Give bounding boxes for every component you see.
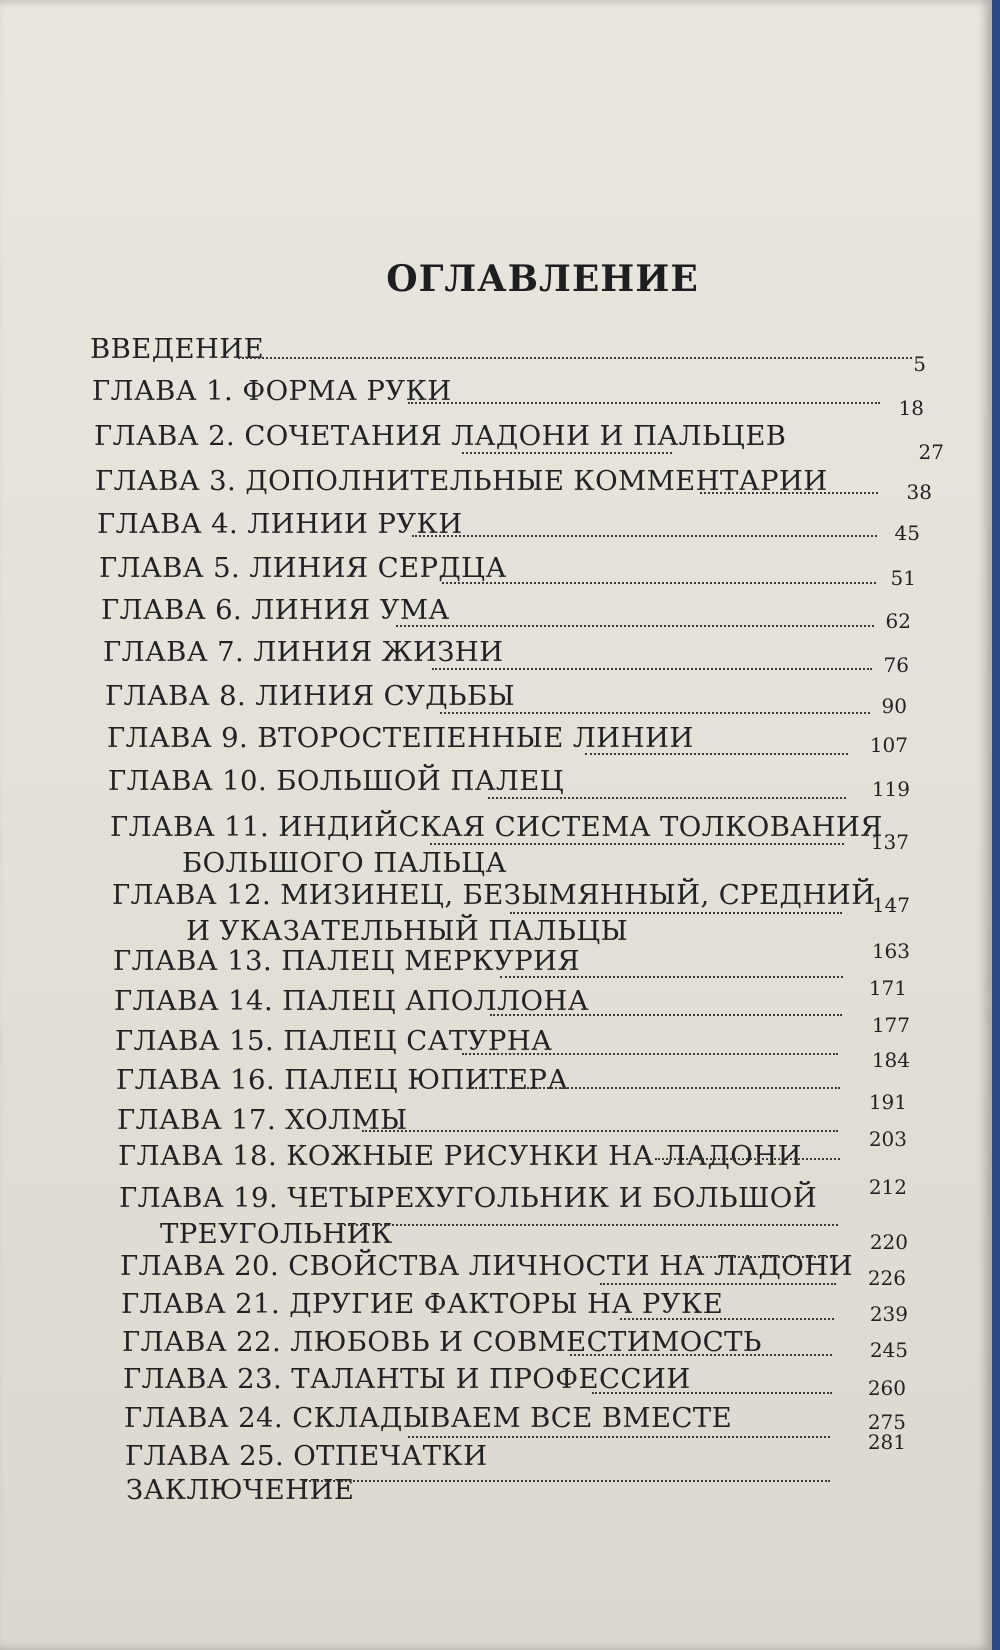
toc-entry-page-number: 191 [868,1090,907,1114]
toc-entry-label: ГЛАВА 4. ЛИНИИ РУКИ [97,508,463,540]
toc-entry-page-number: 51 [890,566,916,590]
toc-entry-page-number: 245 [869,1338,908,1362]
dot-leader [408,1436,830,1438]
dot-leader [440,712,870,714]
dot-leader [600,1283,836,1285]
dot-leader [570,1354,832,1356]
dot-leader [510,912,842,914]
toc-entry-page-number: 203 [868,1127,907,1151]
toc-entry-page-number: 184 [871,1048,910,1072]
toc-entry-page-number: 171 [868,976,907,1000]
toc-entry-label: ГЛАВА 14. ПАЛЕЦ АПОЛЛОНА [114,985,589,1017]
dot-leader [500,976,843,978]
toc-entry-label: ГЛАВА 16. ПАЛЕЦ ЮПИТЕРА [116,1064,569,1096]
toc-entry-label: ГЛАВА 22. ЛЮБОВЬ И СОВМЕСТИМОСТЬ [122,1326,762,1358]
toc-entry-label: ГЛАВА 13. ПАЛЕЦ МЕРКУРИЯ [113,945,580,977]
toc-entry-page-number: 27 [918,440,944,464]
toc-entry-label: ГЛАВА 6. ЛИНИЯ УМА [101,594,450,626]
toc-entry-label: ГЛАВА 11. ИНДИЙСКАЯ СИСТЕМА ТОЛКОВАНИЯ [110,811,883,843]
dot-leader [472,1087,840,1089]
toc-entry-page-number: 137 [870,830,909,854]
toc-entry-page-number: 226 [867,1266,906,1290]
toc-entry-label: ГЛАВА 5. ЛИНИЯ СЕРДЦА [99,552,507,584]
toc-entry-label: ГЛАВА 23. ТАЛАНТЫ И ПРОФЕССИИ [123,1363,691,1395]
toc-entry-label-continued: БОЛЬШОГО ПАЛЬЦА [182,847,507,879]
toc-entry-label: ГЛАВА 7. ЛИНИЯ ЖИЗНИ [103,636,504,668]
dot-leader [592,1392,832,1394]
dot-leader [462,452,672,454]
dot-leader [238,357,912,359]
toc-entry-label: ГЛАВА 25. ОТПЕЧАТКИ [125,1440,488,1472]
dot-leader [396,625,874,627]
toc-entry-page-number: 239 [869,1302,908,1326]
toc-entry-label: ГЛАВА 1. ФОРМА РУКИ [92,375,452,407]
toc-entry-label: ГЛАВА 18. КОЖНЫЕ РИСУНКИ НА ЛАДОНИ [118,1140,802,1172]
dot-leader [620,1318,834,1320]
dot-leader [432,668,872,670]
dot-leader [490,1014,842,1016]
dot-leader [362,1130,838,1132]
toc-entry-label: ГЛАВА 21. ДРУГИЕ ФАКТОРЫ НА РУКЕ [121,1288,724,1320]
dot-leader [655,1158,840,1160]
toc-entry-page-number: 45 [894,521,920,545]
dot-leader [700,492,878,494]
toc-entry-page-number: 163 [871,939,910,963]
toc-entry-page-number: 212 [868,1175,907,1199]
toc-entry-page-number: 147 [871,893,910,917]
dot-leader [412,535,877,537]
toc-entry-page-number: 177 [871,1013,910,1037]
toc-entry-page-number: 38 [906,480,932,504]
toc-entry-label: ГЛАВА 12. МИЗИНЕЦ, БЕЗЫМЯННЫЙ, СРЕДНИЙ [112,879,876,911]
dot-leader [442,582,876,584]
toc-entry-label: ГЛАВА 24. СКЛАДЫВАЕМ ВСЕ ВМЕСТЕ [124,1402,733,1434]
toc-entry-page-number: 5 [913,352,926,376]
toc-entry-label: ЗАКЛЮЧЕНИЕ [126,1474,355,1506]
toc-entry-label: ГЛАВА 19. ЧЕТЫРЕХУГОЛЬНИК И БОЛЬШОЙ [119,1182,818,1214]
toc-entry-label: ГЛАВА 2. СОЧЕТАНИЯ ЛАДОНИ И ПАЛЬЦЕВ [94,420,787,452]
dot-leader [462,1053,838,1055]
toc-entry-label: ГЛАВА 8. ЛИНИЯ СУДЬБЫ [105,680,516,712]
toc-entry-label-continued: И УКАЗАТЕЛЬНЫЙ ПАЛЬЦЫ [186,915,629,947]
toc-entry-page-number: 220 [869,1230,908,1254]
toc-entry-page-number: 119 [871,777,910,801]
dot-leader [585,753,848,755]
toc-entry-page-number: 281 [867,1430,906,1454]
dot-leader [690,1256,832,1258]
toc-entry-label: ГЛАВА 10. БОЛЬШОЙ ПАЛЕЦ [108,765,565,797]
toc-entry-label: ГЛАВА 20. СВОЙСТВА ЛИЧНОСТИ НА ЛАДОНИ [120,1250,853,1282]
toc-entry-label: ГЛАВА 17. ХОЛМЫ [117,1104,408,1136]
page-title: ОГЛАВЛЕНИЕ [386,258,699,300]
toc-entry-page-number: 260 [867,1376,906,1400]
dot-leader [488,797,846,799]
toc-entry-page-number: 90 [881,694,907,718]
toc-entry-label: ГЛАВА 3. ДОПОЛНИТЕЛЬНЫЕ КОММЕНТАРИИ [95,465,828,497]
dot-leader [340,1224,838,1226]
dot-leader [430,843,844,845]
toc-entry-label: ГЛАВА 9. ВТОРОСТЕПЕННЫЕ ЛИНИИ [107,722,694,754]
toc-entry-page-number: 18 [898,396,924,420]
toc-entry-page-number: 275 [867,1410,906,1434]
dot-leader [302,1480,830,1482]
toc-entry-page-number: 76 [883,653,909,677]
dot-leader [408,402,880,404]
toc-entry-label-continued: ТРЕУГОЛЬНИК [160,1218,393,1250]
toc-entry-label: ГЛАВА 15. ПАЛЕЦ САТУРНА [115,1025,553,1057]
toc-entry-label: ВВЕДЕНИЕ [90,333,265,365]
toc-entry-page-number: 62 [885,609,911,633]
toc-entry-page-number: 107 [869,733,908,757]
